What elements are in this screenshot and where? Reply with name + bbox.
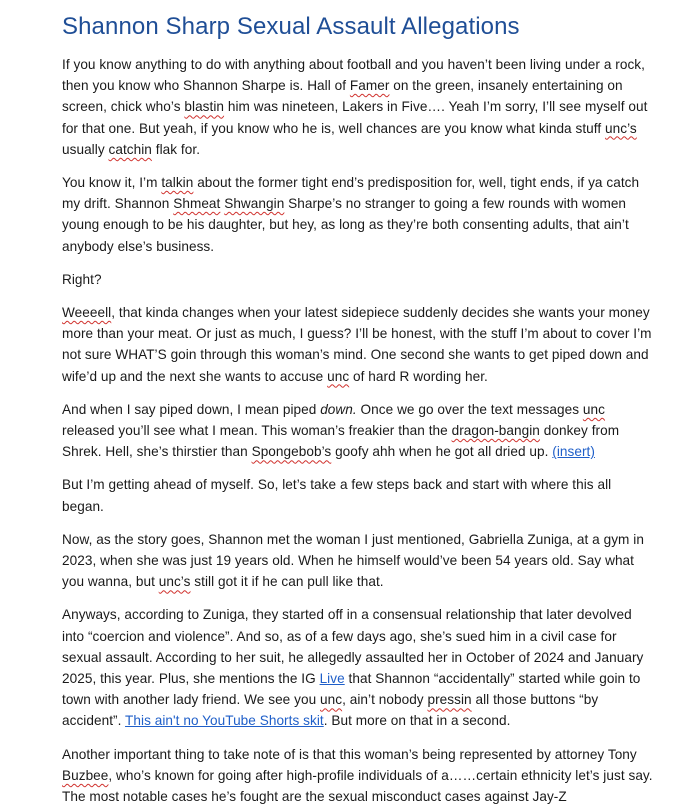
- paragraph-9: [62, 744, 656, 807]
- misspelled-word[interactable]: unc’s: [158, 574, 191, 590]
- text-run: him was nineteen, Lakers in Five…. Yeah I’m sorry, I’ll see myself out for that one. But yeah, if you know who he is, well chances are you know what kinda stuff: [62, 99, 648, 136]
- text-run: , that kinda changes when your latest sidepiece suddenly decides she wants your money more than your meat. Or just as much, I guess? I’ll be honest, with the stuff I’m about to cover I’m not sure WHAT’S goin through this woman’s mind. One second she wants to get piped down and wife’d up and the next she wants to accuse: [62, 305, 652, 384]
- text-run: flak for.: [151, 141, 201, 157]
- text-run: that Shannon “accidentally” started while goin to town with another lady friend. We see you: [62, 671, 641, 708]
- ig-live-link[interactable]: Live: [319, 671, 345, 687]
- misspelled-word[interactable]: Weeeell: [62, 305, 112, 321]
- paragraph-5: [62, 399, 656, 463]
- text-run: about the former tight end’s predisposition for, well, tight ends, if ya catch my drift. Shannon: [62, 175, 640, 212]
- paragraph-4: [62, 302, 656, 387]
- text-run: still got it if he can pull like that.: [190, 574, 384, 590]
- paragraph-2: [62, 172, 656, 257]
- paragraph-8: [62, 604, 656, 731]
- paragraph-7: [62, 529, 656, 593]
- text-run: Now, as the story goes, Shannon met the woman I just mentioned, Gabriella Zuniga, at a gym in 2023, when she was just 19 years old. When he himself would’ve been 54 years old. Say what you wanna, but: [62, 531, 644, 590]
- misspelled-word[interactable]: unc: [582, 401, 605, 417]
- misspelled-word[interactable]: Shmeat: [173, 196, 221, 212]
- misspelled-word[interactable]: Famer: [349, 78, 390, 94]
- text-run: , ain’t nobody: [342, 692, 428, 708]
- text-run: If you know anything to do with anything about football and you haven’t been living under a rock, then you know who Shannon Sharpe is. Hall of: [62, 57, 645, 94]
- misspelled-word[interactable]: unc: [327, 368, 350, 384]
- misspelled-word[interactable]: unc: [320, 692, 343, 708]
- misspelled-word[interactable]: Shwangin: [224, 196, 285, 212]
- text-run: usually: [62, 141, 109, 157]
- text-run: And when I say piped down, I mean piped: [62, 401, 321, 417]
- misspelled-word[interactable]: blastin: [184, 99, 225, 115]
- misspelled-word[interactable]: dragon-bangin: [451, 423, 540, 439]
- document-title: Shannon Sharp Sexual Assault Allegations: [62, 13, 520, 40]
- paragraph-6: But I’m getting ahead of myself. So, let’s take a few steps back and start with where this all began.: [62, 477, 612, 514]
- misspelled-word[interactable]: unc’s: [605, 120, 637, 136]
- text-run: Once we go over the text messages: [356, 401, 583, 417]
- paragraph-1: [62, 54, 656, 160]
- emphasized-text: down.: [320, 401, 357, 417]
- paragraph-3: Right?: [62, 271, 102, 287]
- text-run: . But more on that in a second.: [323, 713, 511, 729]
- misspelled-word[interactable]: pressin: [427, 692, 472, 708]
- text-run: Anyways, according to Zuniga, they started off in a consensual relationship that later devolved into “coercion and violence”. And so, as of a few days ago, she’s sued him in a civil case for sexual assault. According to her suit, he allegedly assaulted her in October of 2024 and January 2025, this year. Plus, she mentions the IG: [62, 607, 644, 687]
- text-run: , who’s known for going after high-profile individuals of a……certain ethnicity let’s just say. The most notable cases he’s fought are the sexual misconduct cases against Jay-Z: [62, 767, 653, 805]
- youtube-shorts-link[interactable]: This ain't no YouTube Shorts skit: [125, 713, 324, 729]
- misspelled-word[interactable]: catchin: [108, 141, 152, 157]
- text-run: released you’ll see what I mean. This woman’s freakier than the: [62, 423, 452, 439]
- text-run: on the green, insanely entertaining on screen, chick who’s: [62, 78, 623, 115]
- misspelled-word[interactable]: Spongebob’s: [251, 444, 332, 460]
- text-run: You know it, I’m: [62, 175, 162, 191]
- text-run: goofy ahh when he got all dried up.: [331, 444, 553, 460]
- text-run: all those buttons “by accident”.: [62, 692, 599, 729]
- text-run: Another important thing to take note of is that this woman’s being represented by attorney Tony: [62, 746, 637, 762]
- text-run: donkey from Shrek. Hell, she’s thirstier than: [62, 423, 620, 460]
- insert-link[interactable]: (insert): [552, 444, 595, 460]
- misspelled-word[interactable]: talkin: [161, 175, 194, 191]
- misspelled-word[interactable]: Buzbee: [62, 767, 109, 783]
- text-run: of hard R wording her.: [349, 368, 488, 384]
- text-run: Sharpe’s no stranger to going a few rounds with women young enough to be his daughter, but hey, as long as they’re both consenting adults, that ain’t anybody else’s business.: [62, 196, 629, 254]
